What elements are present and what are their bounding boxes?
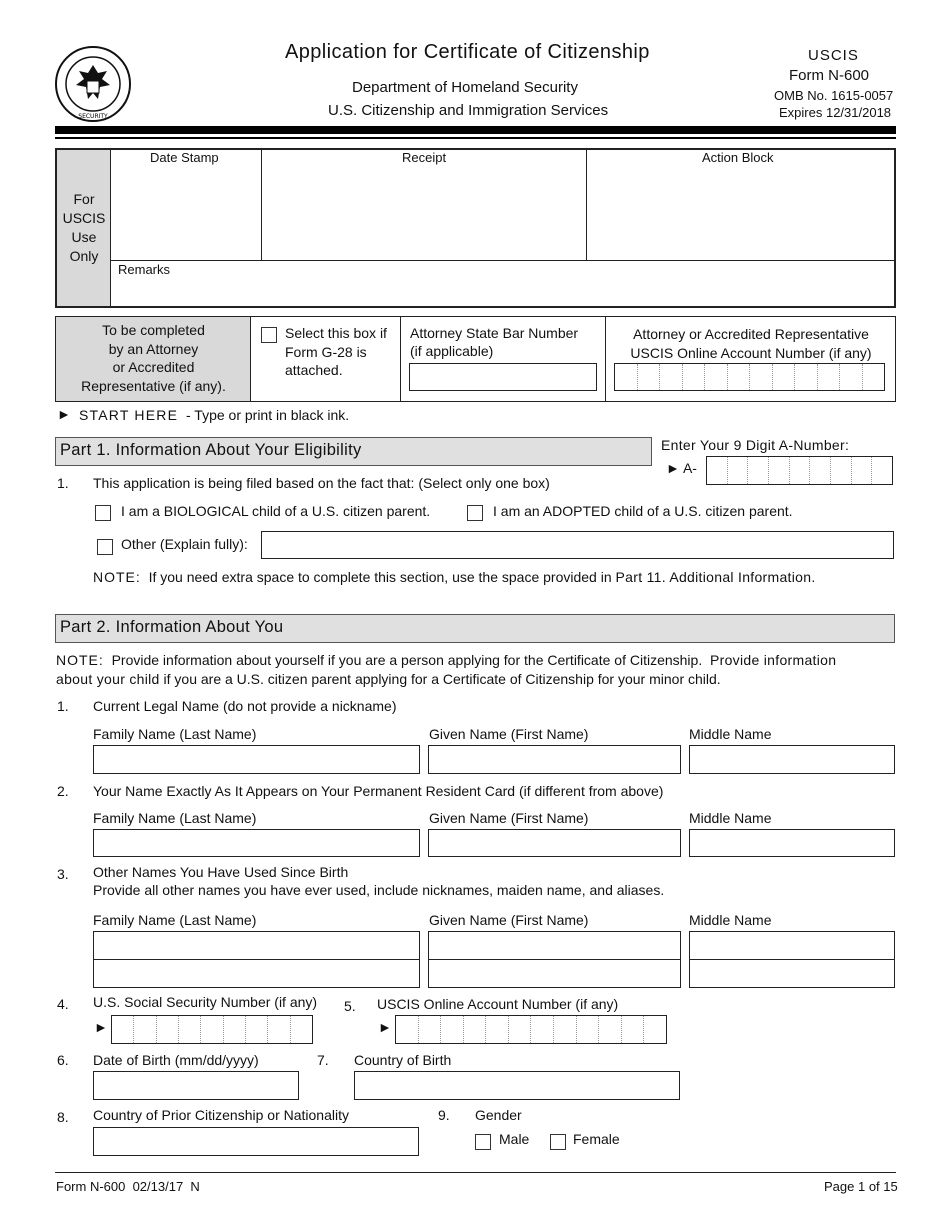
- biological-checkbox[interactable]: [95, 505, 111, 521]
- start-here-text: - Type or print in black ink.: [186, 407, 350, 423]
- anumber-field[interactable]: [706, 456, 893, 485]
- start-here-arrow: ►: [57, 406, 71, 422]
- p2-q5-number: 5.: [344, 998, 356, 1014]
- start-here-label: START HERE: [79, 407, 179, 423]
- p2-q9-text: Gender: [475, 1107, 522, 1123]
- date-of-birth-field[interactable]: [93, 1071, 299, 1100]
- p2-q6-number: 6.: [57, 1052, 69, 1068]
- q1-family-field[interactable]: [93, 745, 420, 774]
- q3-family-field-2[interactable]: [93, 959, 420, 988]
- q1-family-label: Family Name (Last Name): [93, 726, 257, 742]
- attorney-intro-text: To be completed by an Attorney or Accredited Representative (if any).: [81, 322, 226, 394]
- p2-q4-number: 4.: [57, 996, 69, 1012]
- footer-page-number: Page 1 of 15: [824, 1179, 898, 1194]
- gender-female-label: Female: [573, 1131, 620, 1147]
- omb-number: OMB No. 1615-0057: [774, 88, 894, 103]
- uscis-use-block: [55, 148, 896, 308]
- form-title: Application for Certificate of Citizenship: [285, 41, 650, 63]
- uscis-use-label: For USCIS Use Only: [62, 191, 106, 264]
- other-checkbox[interactable]: [97, 539, 113, 555]
- adopted-checkbox[interactable]: [467, 505, 483, 521]
- biological-label: I am a BIOLOGICAL child of a U.S. citizen parent.: [121, 503, 431, 519]
- q3-middle-field-2[interactable]: [689, 959, 895, 988]
- q1-middle-field[interactable]: [689, 745, 895, 774]
- q2-family-field[interactable]: [93, 829, 420, 857]
- p2-q1-number: 1.: [57, 698, 69, 714]
- svg-text:SECURITY: SECURITY: [78, 113, 108, 120]
- attorney-online-account-field[interactable]: [614, 363, 885, 391]
- expiration-date: Expires 12/31/2018: [779, 105, 892, 120]
- part2-heading: Part 2. Information About You: [55, 614, 895, 643]
- prior-citizenship-field[interactable]: [93, 1127, 419, 1156]
- action-block-label: Action Block: [702, 150, 774, 165]
- footer-rule: [55, 1172, 896, 1173]
- gender-male-checkbox[interactable]: [475, 1134, 491, 1150]
- receipt-label: Receipt: [402, 150, 447, 165]
- q3-family-label: Family Name (Last Name): [93, 912, 257, 928]
- p2-q2-number: 2.: [57, 783, 69, 799]
- department-name: Department of Homeland Security: [352, 79, 578, 96]
- form-number: Form N-600: [789, 67, 870, 84]
- g28-label: Select this box if Form G-28 is attached.: [285, 325, 387, 378]
- q3-given-field-1[interactable]: [428, 931, 681, 960]
- attorney-online-label: Attorney or Accredited Representative USCIS Online Account Number (if any): [630, 326, 872, 361]
- q1-given-label: Given Name (First Name): [429, 726, 589, 742]
- p2-q1-text: Current Legal Name (do not provide a nickname): [93, 698, 397, 714]
- ssn-field[interactable]: [111, 1015, 313, 1044]
- p2-q2-text: Your Name Exactly As It Appears on Your Permanent Resident Card (if different from above): [93, 783, 664, 799]
- q3-middle-label: Middle Name: [689, 912, 772, 928]
- q2-family-label: Family Name (Last Name): [93, 810, 257, 826]
- p1-q1-text: This application is being filed based on the fact that: (Select only one box): [93, 475, 550, 491]
- q1-given-field[interactable]: [428, 745, 681, 774]
- q3-given-label: Given Name (First Name): [429, 912, 589, 928]
- gender-female-checkbox[interactable]: [550, 1134, 566, 1150]
- p2-q8-text: Country of Prior Citizenship or Nationality: [93, 1107, 349, 1123]
- agency-name: U.S. Citizenship and Immigration Services: [328, 102, 609, 119]
- q2-given-field[interactable]: [428, 829, 681, 857]
- p1-note: NOTE: If you need extra space to complete this section, use the space provided in Part 11. Additional Information.: [93, 569, 816, 585]
- q3-middle-field-1[interactable]: [689, 931, 895, 960]
- bar-number-label: Attorney State Bar Number (if applicable): [410, 325, 579, 359]
- dhs-seal: [54, 45, 132, 123]
- other-label: Other (Explain fully):: [121, 536, 248, 552]
- part1-heading: Part 1. Information About Your Eligibility: [55, 437, 652, 466]
- p2-q3-subtext: Provide all other names you have ever used, include nicknames, maiden name, and aliases.: [93, 882, 665, 898]
- date-stamp-label: Date Stamp: [150, 150, 219, 165]
- bar-number-field[interactable]: [409, 363, 597, 391]
- country-of-birth-field[interactable]: [354, 1071, 680, 1100]
- p2-q7-text: Country of Birth: [354, 1052, 452, 1068]
- p2-q6-text: Date of Birth (mm/dd/yyyy): [93, 1052, 259, 1068]
- p2-note: NOTE: Provide information about yourself if you are a person applying for the Certificate of Citizenship. Provide information about your child if you are a U.S. citizen parent applying for a Certificate of Citizenship for your minor child.: [56, 652, 837, 687]
- q2-given-label: Given Name (First Name): [429, 810, 589, 826]
- online-account-field[interactable]: [395, 1015, 667, 1044]
- g28-checkbox[interactable]: [261, 327, 277, 343]
- uscis-label: USCIS: [808, 47, 859, 64]
- other-explain-field[interactable]: [261, 531, 894, 559]
- q2-middle-label: Middle Name: [689, 810, 772, 826]
- adopted-label: I am an ADOPTED child of a U.S. citizen parent.: [493, 503, 793, 519]
- header-rule-thin: [55, 137, 896, 139]
- footer-form-id: Form N-600 02/13/17 N: [56, 1179, 200, 1194]
- p2-q3-text: Other Names You Have Used Since Birth: [93, 864, 349, 880]
- q3-family-field-1[interactable]: [93, 931, 420, 960]
- gender-male-label: Male: [499, 1131, 530, 1147]
- ssn-arrow: ►: [94, 1019, 108, 1035]
- p2-q5-text: USCIS Online Account Number (if any): [377, 996, 619, 1012]
- q3-given-field-2[interactable]: [428, 959, 681, 988]
- remarks-label: Remarks: [118, 262, 171, 277]
- header-rule: [55, 126, 896, 134]
- online-account-arrow: ►: [378, 1019, 392, 1035]
- p2-q8-number: 8.: [57, 1109, 69, 1125]
- p1-q1-number: 1.: [57, 475, 69, 491]
- p2-q4-text: U.S. Social Security Number (if any): [93, 994, 318, 1010]
- p2-q3-number: 3.: [57, 866, 69, 882]
- q2-middle-field[interactable]: [689, 829, 895, 857]
- p2-q9-number: 9.: [438, 1107, 450, 1123]
- p2-q7-number: 7.: [317, 1052, 329, 1068]
- anumber-label: Enter Your 9 Digit A-Number:: [661, 437, 850, 453]
- q1-middle-label: Middle Name: [689, 726, 772, 742]
- anumber-prefix: ► A-: [666, 460, 697, 476]
